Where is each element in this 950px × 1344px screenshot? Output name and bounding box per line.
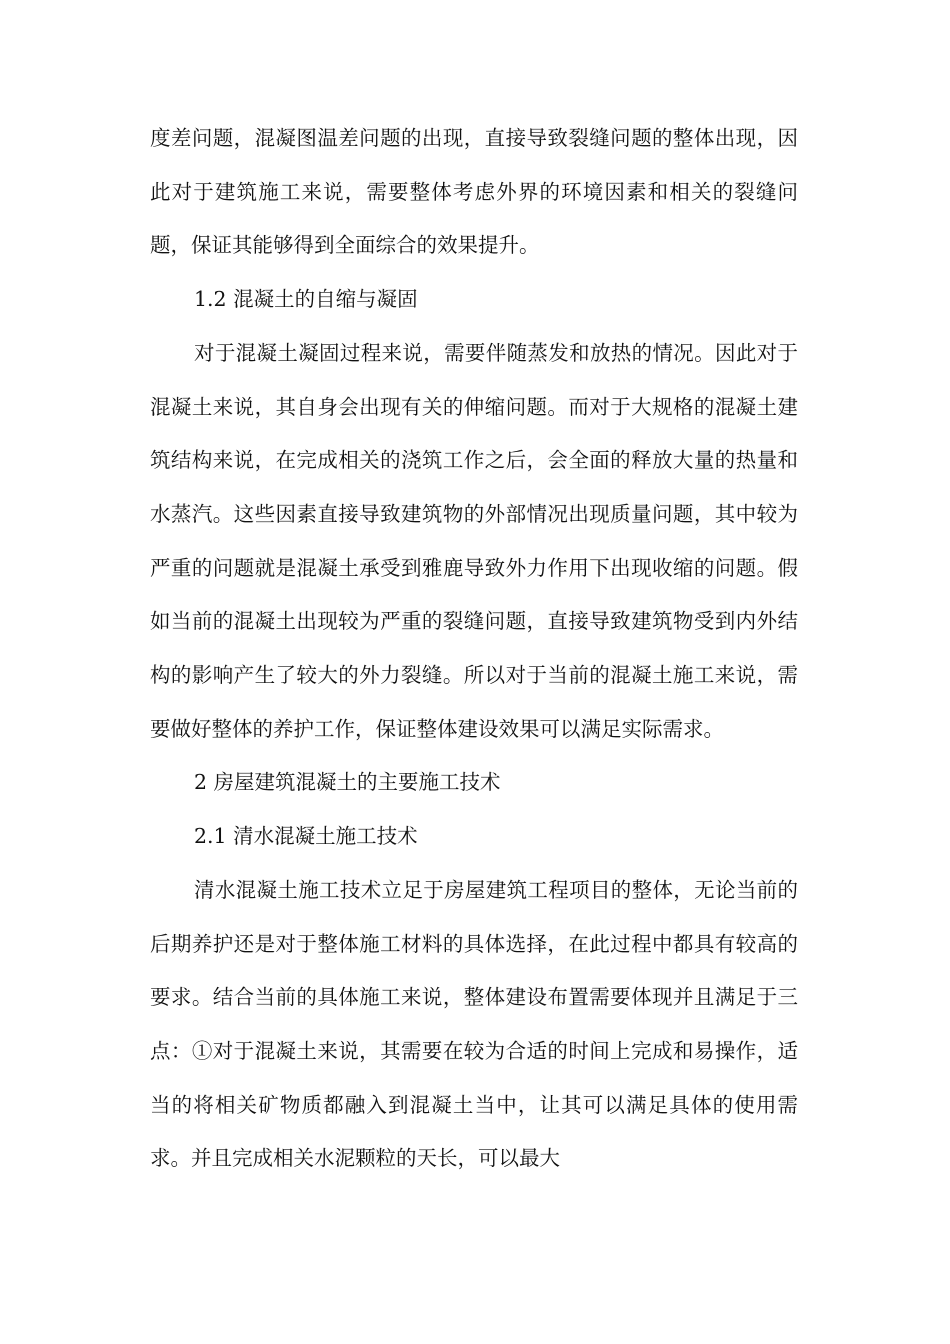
paragraph-fair-faced-concrete: 清水混凝土施工技术立足于房屋建筑工程项目的整体，无论当前的后期养护还是对于整体施工材料的具体选择，在此过程中都具有较高的要求。结合当前的具体施工来说，整体建设布置需要体现并且满足于三点：①对于混凝土来说，其需要在较为合适的时间上完成和易操作，适当的将相关矿物质都融入到混凝土当中，让其可以满足具体的使用需求。并且完成相关水泥颗粒的天长，可以最大: [150, 877, 798, 1171]
section-heading-2-1: 2.1 清水混凝土施工技术: [194, 824, 418, 849]
paragraph-shrinkage: 对于混凝土凝固过程来说，需要伴随蒸发和放热的情况。因此对于混凝土来说，其自身会出现有关的伸缩问题。而对于大规格的混凝土建筑结构来说，在完成相关的浇筑工作之后，会全面的释放大量的热量和水蒸汽。这些因素直接导致建筑物的外部情况出现质量问题，其中较为严重的问题就是混凝土承受到雅鹿导致外力作用下出现收缩的问题。假如当前的混凝土出现较为严重的裂缝问题，直接导致建筑物受到内外结构的影响产生了较大的外力裂缝。所以对于当前的混凝土施工来说，需要做好整体的养护工作，保证整体建设效果可以满足实际需求。: [150, 340, 798, 741]
section-heading-2: 2 房屋建筑混凝土的主要施工技术: [194, 770, 501, 795]
section-heading-1-2: 1.2 混凝土的自缩与凝固: [194, 287, 418, 312]
document-body: [150, 112, 798, 1186]
paragraph-continuation: 度差问题，混凝图温差问题的出现，直接导致裂缝问题的整体出现，因此对于建筑施工来说，需要整体考虑外界的环境因素和相关的裂缝问题，保证其能够得到全面综合的效果提升。: [150, 126, 798, 258]
